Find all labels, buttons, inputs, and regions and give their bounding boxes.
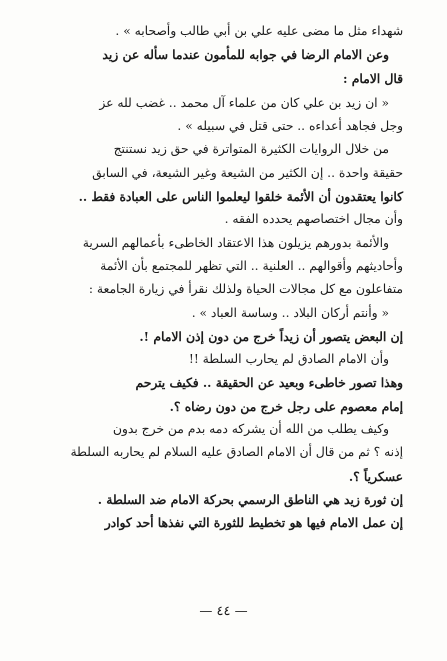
text-line-15: وأن الامام الصادق لم يحارب السلطة !! bbox=[188, 352, 389, 367]
text-line-3: قال الامام : bbox=[342, 70, 403, 86]
text-line-17: إمام معصوم على رجل خرج من دون رضاه ؟. bbox=[169, 398, 403, 414]
text-line-19: إذنه ؟ ثم من قال أن الامام الصادق عليه السلام لم يحاربه السلطة bbox=[70, 445, 403, 460]
page-number: — ٤٤ — bbox=[199, 604, 248, 619]
quote-line-1: « ان زيد بن علي كان من علماء آل محمد .. غضب لله عز bbox=[99, 95, 389, 110]
text-line-6: من خلال الروايات الكثيرة المتواترة في حق زيد نستنتج bbox=[113, 142, 389, 157]
text-line-16: وهذا تصور خاطىء وبعيد عن الحقيقة .. فكيف يترحم bbox=[135, 375, 403, 391]
text-line-14: إن البعض يتصور أن زيداً خرج من دون إذن الامام !. bbox=[139, 328, 403, 344]
text-line-8: كانوا يعتقدون أن الأئمة خلقوا ليعلموا الناس على العبادة فقط .. bbox=[78, 189, 403, 205]
text-line-10: والأئمة بدورهم يزيلون هذا الاعتقاد الخاطىء بأعمالهم السرية bbox=[82, 235, 389, 250]
text-line-1: شهداء مثل ما مضى عليه علي بن أبي طالب وأصحابه » . bbox=[115, 24, 403, 38]
text-line-11: وأحاديثهم وأقوالهم .. العلنية .. التي تظهر للمجتمع بأن الأئمة bbox=[100, 258, 403, 273]
text-line-12: متفاعلون مع كل مجالات الحياة ولذلك نقرأ في زيارة الجامعة : bbox=[88, 282, 403, 297]
quote-line-3: « وأنتم أركان البلاد .. وساسة العباد » . bbox=[191, 305, 389, 320]
text-line-20: عسكرياً ؟. bbox=[348, 468, 403, 484]
text-line-7: حقيقة واحدة .. إن الكثير من الشيعة وغير الشيعة، في السابق bbox=[92, 165, 403, 180]
text-line-9: وأن مجال اختصاصهم يحدده الفقه . bbox=[224, 212, 403, 227]
text-line-2: وعن الامام الرضا في جوابه للمأمون عندما سأله عن زيد bbox=[102, 47, 389, 63]
quote-line-2: وجل فجاهد أعداءه .. حتى قتل في سبيله » . bbox=[177, 119, 403, 134]
text-line-18: وكيف يطلب من الله أن يشركه دمه بدم من خرج بدون bbox=[112, 422, 389, 437]
text-line-21: إن ثورة زيد هي الناطق الرسمي بحركة الامام ضد السلطة . bbox=[97, 491, 403, 507]
page-body bbox=[38, 20, 403, 535]
text-line-22: إن عمل الامام فيها هو تخطيط للثورة التي نفذها أحد كوادر bbox=[104, 515, 403, 531]
